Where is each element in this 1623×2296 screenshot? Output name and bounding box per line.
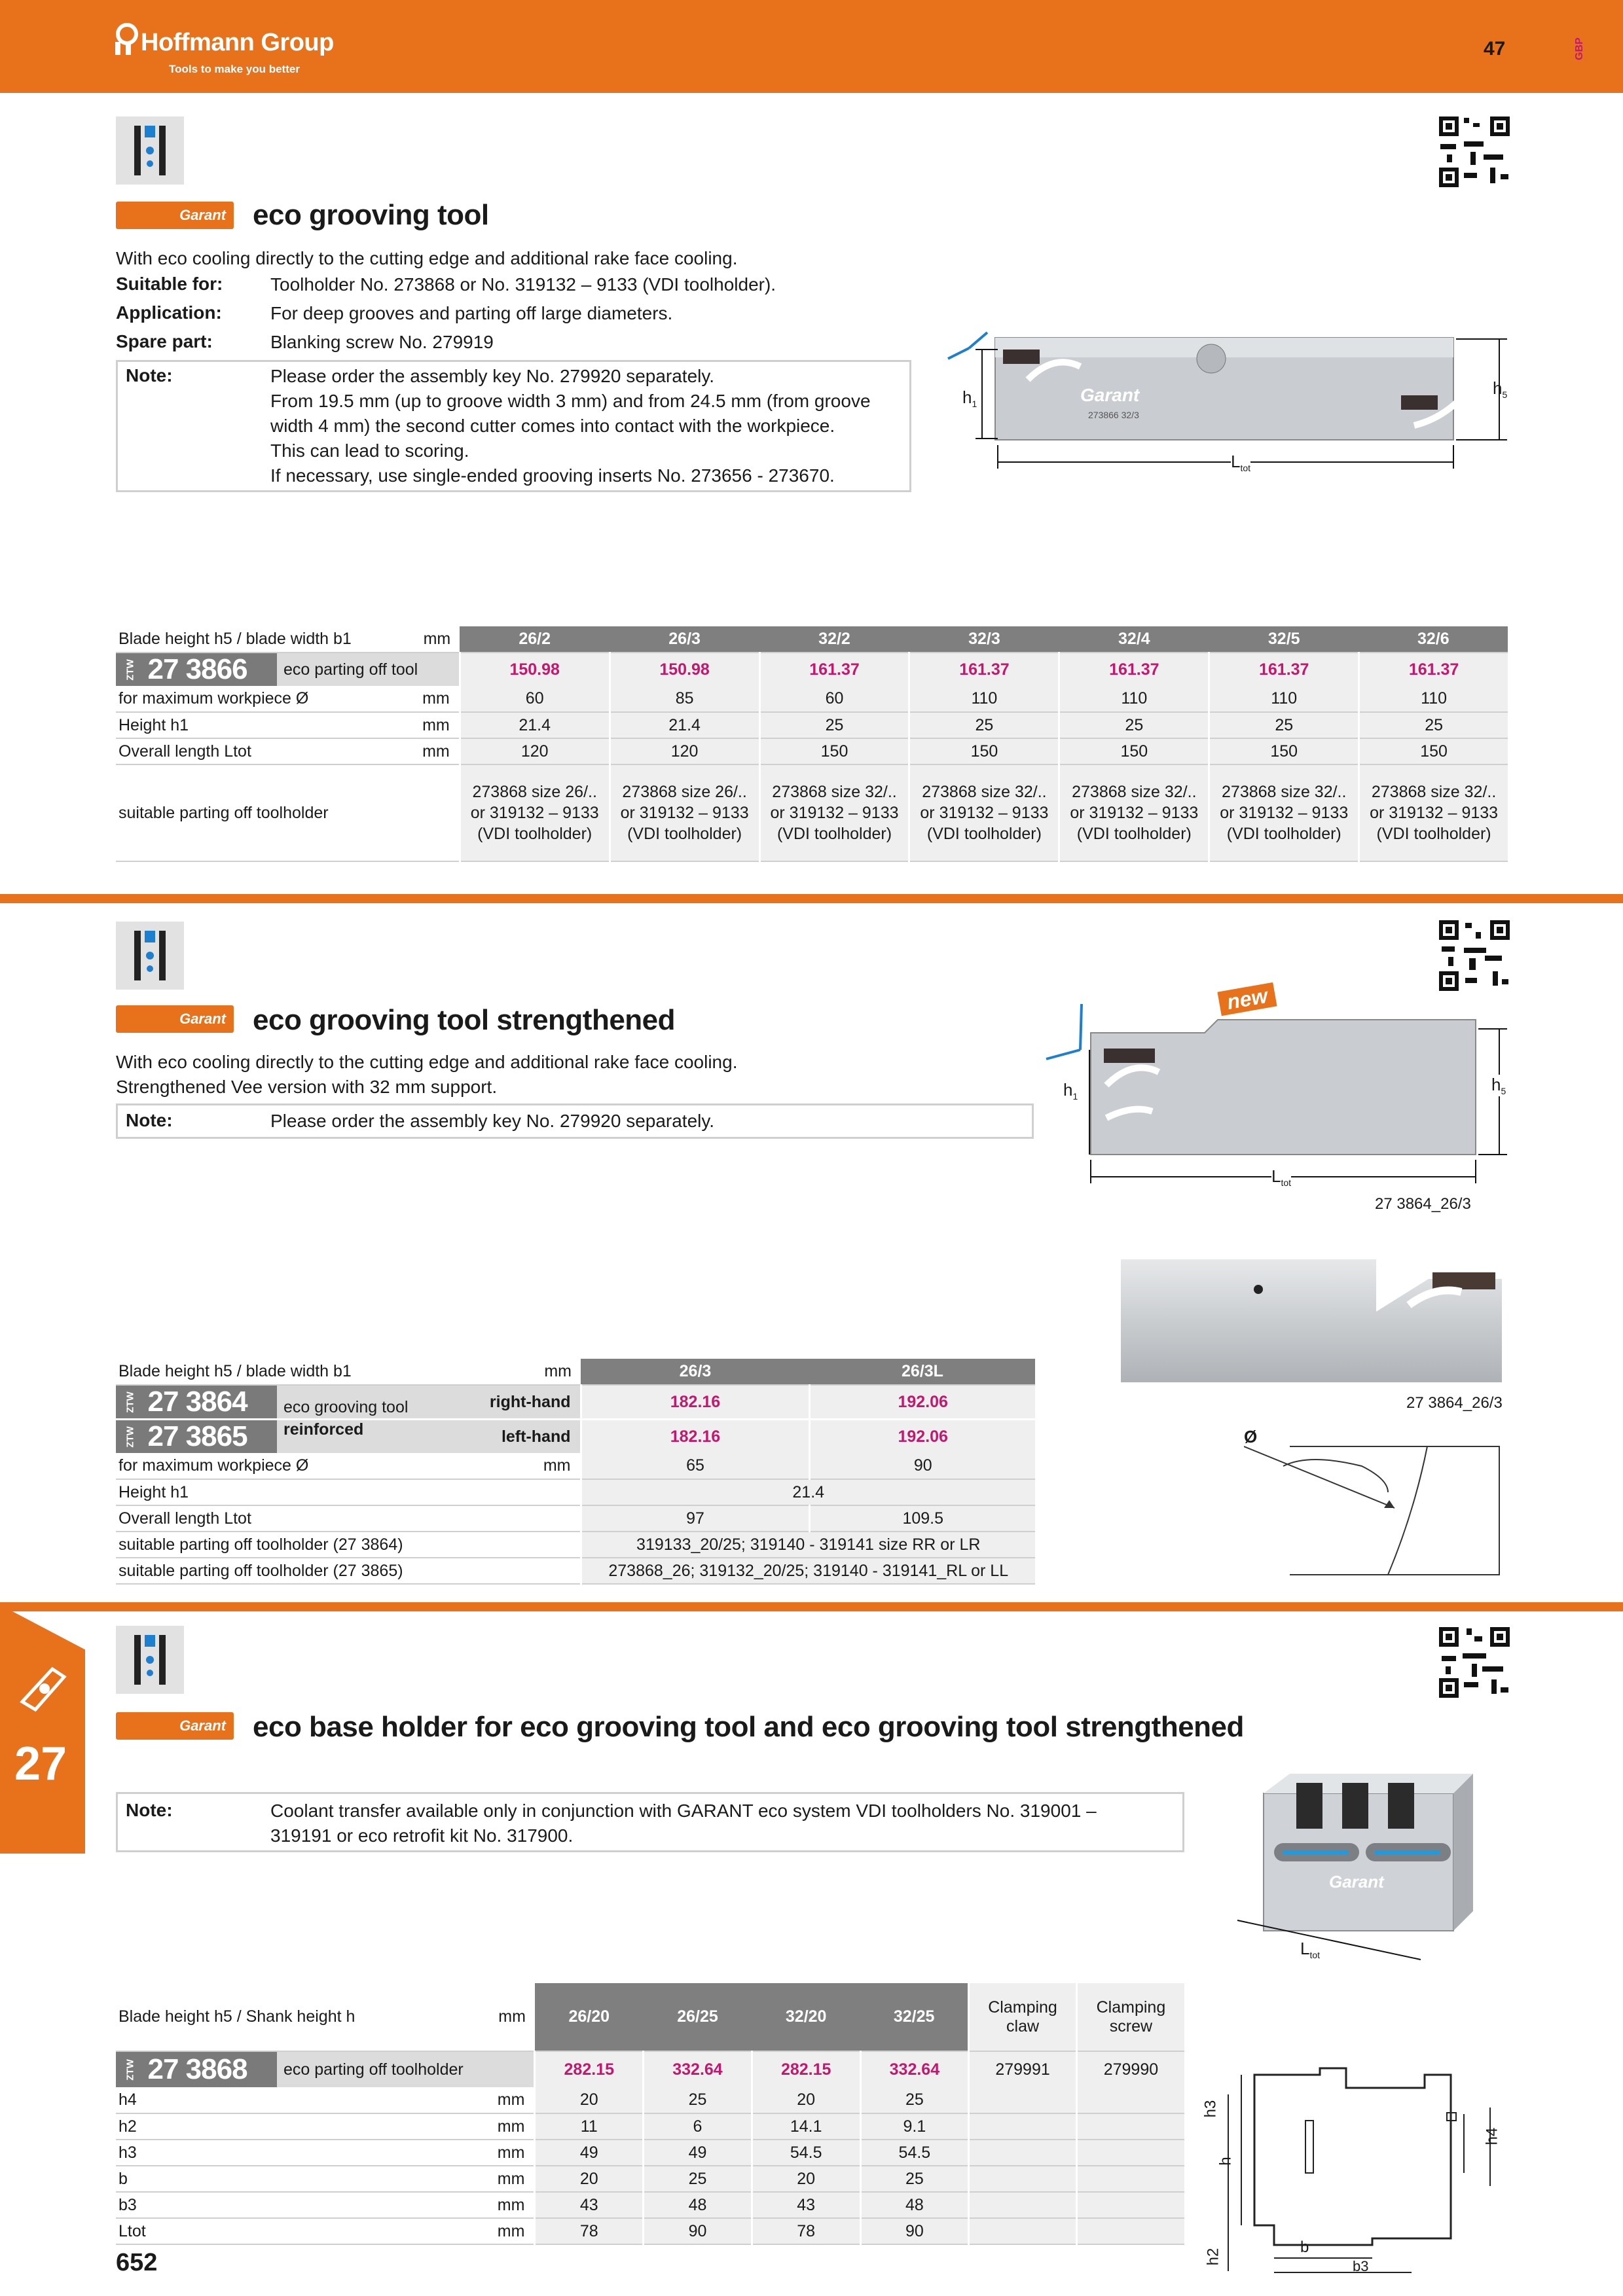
price: 161.37 — [1209, 653, 1359, 686]
table-cell: 60 — [460, 686, 610, 712]
section1-title: eco grooving tool — [253, 199, 489, 231]
article-cell — [116, 1420, 414, 1454]
grooving-blade-drawing — [943, 327, 1519, 484]
article-desc: eco parting off tool — [277, 653, 418, 686]
table-cell: 20 — [535, 2087, 644, 2113]
section2-intro: Strengthened Vee version with 32 mm support. — [116, 1077, 498, 1097]
table-cell: 120 — [460, 738, 610, 764]
table-cell: 21.4 — [610, 712, 759, 738]
table-cell: 25 — [644, 2166, 752, 2192]
page-number-top: 47 — [1484, 38, 1506, 60]
note-text: Please order the assembly key No. 279920 separately. — [270, 1111, 715, 1131]
price: 161.37 — [1359, 653, 1508, 686]
table-cell: 25 — [759, 712, 909, 738]
holder-cell: 273868 size 32/.. or 319132 – 9133 (VDI toolholder) — [909, 764, 1059, 861]
ztw-tag: ZTW — [124, 1426, 136, 1448]
table-cell: 150 — [1359, 738, 1508, 764]
note-label: Note: — [126, 365, 173, 386]
row-label: Overall length Ltot — [116, 1505, 414, 1532]
diameter-symbol: Ø — [1244, 1427, 1258, 1446]
table-head-label: Blade height h5 / blade width b1 — [116, 1359, 414, 1385]
table-cell: 14.1 — [752, 2113, 860, 2140]
section3-title: eco base holder for eco grooving tool and eco grooving tool strengthened — [253, 1711, 1244, 1743]
ztw-tag: ZTW — [124, 658, 136, 681]
ltot-label: $L_{tot}$ — [1231, 452, 1251, 474]
photo-caption: 27 3864_26/3 — [1406, 1394, 1503, 1412]
size-header: 32/25 — [860, 1983, 969, 2051]
qr-code-icon[interactable] — [1438, 1626, 1511, 1699]
holder-cell: 273868 size 32/.. or 319132 – 9133 (VDI toolholder) — [759, 764, 909, 861]
qr-code-icon[interactable] — [1438, 115, 1511, 188]
table-cell: 21.4 — [460, 712, 610, 738]
table-cell: 109.5 — [810, 1505, 1035, 1532]
size-header: 32/4 — [1059, 626, 1209, 653]
table-cell: 110 — [1059, 686, 1209, 712]
price: 192.06 — [810, 1420, 1035, 1454]
row-label: h4 — [116, 2087, 490, 2113]
page-number-bottom: 652 — [116, 2249, 158, 2276]
chapter-tab[interactable] — [0, 1605, 85, 1854]
table-cell: 150 — [909, 738, 1059, 764]
table-cell: 110 — [909, 686, 1059, 712]
blade-photo — [1121, 1259, 1502, 1382]
garant-badge: Garant — [116, 202, 234, 229]
price: 192.06 — [810, 1385, 1035, 1420]
section3-table: Blade height h5 / Shank height h mm 26/20 26/25 32/20 32/25 Clamping claw Clamping screw ZTW 27 3868 eco parting off toolholder 282.15 332.64 282.15 332.64 279991 279990 h4 mm 20 25 20 25 h2 mm 11 6 14.1 9.1 h3 mm 49 49 54.5 54.5 b mm 20 25 20 25 b3 mm 43 48 43 48 Ltot mm 78 90 78 90 — [116, 1983, 1184, 2245]
table-cell: 273868_26; 319132_20/25; 319140 - 319141_RL or LL — [581, 1558, 1035, 1584]
technical-drawing-illustration — [1202, 2029, 1510, 2278]
table-cell: 21.4 — [581, 1479, 1035, 1505]
article-desc: reinforced — [283, 1420, 364, 1439]
table-cell: 110 — [1209, 686, 1359, 712]
ltot-label: $L_{tot}$ — [1271, 1166, 1292, 1189]
table-cell: 54.5 — [860, 2140, 969, 2166]
note-line: Please order the assembly key No. 279920 separately. — [270, 366, 715, 386]
price: 332.64 — [644, 2051, 752, 2087]
table-unit: mm — [414, 1359, 581, 1385]
size-header: 26/3 — [610, 626, 759, 653]
holder-cell: 273868 size 26/.. or 319132 – 9133 (VDI toolholder) — [460, 764, 610, 861]
row-label: suitable parting off toolholder (27 3864) — [116, 1532, 414, 1558]
table-unit: mm — [490, 1983, 535, 2051]
table-cell: 60 — [759, 686, 909, 712]
note-line: If necessary, use single-ended grooving inserts No. 273656 - 273670. — [270, 465, 835, 486]
section1-table: Blade height h5 / blade width b1 mm 26/2 26/3 32/2 32/3 32/4 32/5 32/6 ZTW 27 3866 eco parting off tool 150.98 150.98 161.37 161.37 161.37 161.37 161.37 for maximum workpiece Ø mm 60 85 60 110 110 110 110 Height h1 mm 21.4 21.4 25 25 25 25 25 Overall length Ltot mm 120 120 150 150 150 150 150 suitable parting off toolholder 273868 size 26/.. or 319132 – 9133 (VDI toolholder) 273868 size 26/.. or 319132 – 9133 (VDI toolholder) 273868 size 32/.. or 319132 – 9133 (VDI toolholder) 273868 size 32/.. or 319132 – 9133 (VDI toolholder) 273868 size 32/.. or 319132 – 9133 (VDI toolholder) 273868 size 32/.. or 319132 – 9133 (VDI toolholder) 273868 size 32/.. or 319132 – 9133 (VDI toolholder) — [116, 626, 1508, 862]
b3-label: b3 — [1353, 2258, 1369, 2274]
chapter-number: 27 — [14, 1738, 67, 1790]
table-cell: 97 — [581, 1505, 810, 1532]
garant-badge: Garant — [116, 1712, 234, 1740]
size-header: 32/5 — [1209, 626, 1359, 653]
note-line: 319191 or eco retrofit kit No. 317900. — [270, 1825, 574, 1846]
price: 282.15 — [535, 2051, 644, 2087]
section2-table: Blade height h5 / blade width b1 mm 26/3 26/3L ZTW 27 3864 eco grooving tool right-hand 182.16 192.06 ZTW 27 3865 reinforced left-hand 182.16 192.06 for maximum workpiece Ø mm 65 90 Height h1 21.4 Overall length Ltot 97 109.5 suitable parting off toolholder (27 3864) 319133_20/25; 319140 - 319141 size RR or LR suitable parting off toolholder (27 3865) 273868_26; 319132_20/25; 319140 - 319141_RL or LL — [116, 1359, 1035, 1585]
price: 282.15 — [752, 2051, 860, 2087]
section2-intro: With eco cooling directly to the cutting edge and additional rake face cooling. — [116, 1052, 738, 1072]
row-label: b3 — [116, 2192, 490, 2218]
drawing-caption: 27 3864_26/3 — [1375, 1195, 1471, 1213]
size-header: 26/3 — [581, 1359, 810, 1385]
note-line: This can lead to scoring. — [270, 440, 469, 461]
spec-value: Blanking screw No. 279919 — [270, 332, 494, 352]
article-cell — [116, 653, 418, 686]
price: 182.16 — [581, 1420, 810, 1454]
spec-value: Toolholder No. 273868 or No. 319132 – 9133 (VDI toolholder). — [270, 274, 776, 295]
table-cell: 20 — [752, 2087, 860, 2113]
size-header: 32/6 — [1359, 626, 1508, 653]
brand-name: Hoffmann Group — [141, 29, 334, 56]
brand-tagline: Tools to make you better — [169, 63, 300, 75]
note-label: Note: — [126, 1110, 173, 1130]
row-label: h3 — [116, 2140, 490, 2166]
row-label: b — [116, 2166, 490, 2192]
new-badge: new — [1217, 982, 1277, 1016]
table-cell: 20 — [535, 2166, 644, 2192]
row-label: h2 — [116, 2113, 490, 2140]
blade-photo-illustration — [1121, 1259, 1502, 1382]
table-cell: 90 — [644, 2218, 752, 2244]
price: 150.98 — [460, 653, 610, 686]
table-cell: 90 — [860, 2218, 969, 2244]
size-header: 26/2 — [460, 626, 610, 653]
row-label: suitable parting off toolholder (27 3865) — [116, 1558, 414, 1584]
row-label: Ltot — [116, 2218, 490, 2244]
note-label: Note: — [126, 1800, 173, 1820]
table-cell: 54.5 — [752, 2140, 860, 2166]
blade-brand-text: Garant — [1080, 385, 1140, 405]
table-cell: 110 — [1359, 686, 1508, 712]
ltot-label: $L_{tot}$ — [1300, 1939, 1321, 1961]
table-cell: 150 — [1059, 738, 1209, 764]
holder-cell: 273868 size 32/.. or 319132 – 9133 (VDI toolholder) — [1209, 764, 1359, 861]
table-cell: 49 — [535, 2140, 644, 2166]
table-cell: 11 — [535, 2113, 644, 2140]
size-header: 26/20 — [535, 1983, 644, 2051]
size-header: 26/3L — [810, 1359, 1035, 1385]
extra-header: Clamping screw — [1076, 1983, 1184, 2051]
h3-label: h3 — [1201, 2100, 1220, 2118]
base-holder-illustration — [1211, 1767, 1512, 1964]
price: 182.16 — [581, 1385, 810, 1420]
row-label: Height h1 — [116, 712, 418, 738]
h5-label: $h_5$ — [1491, 1075, 1506, 1097]
h1-label: $h_1$ — [962, 387, 977, 410]
table-cell: 43 — [535, 2192, 644, 2218]
h5-label: $h_5$ — [1493, 378, 1508, 401]
table-cell: 25 — [1059, 712, 1209, 738]
price: 161.37 — [759, 653, 909, 686]
holder-cell: 273868 size 26/.. or 319132 – 9133 (VDI toolholder) — [610, 764, 759, 861]
table-cell: 25 — [860, 2166, 969, 2192]
table-cell: 48 — [644, 2192, 752, 2218]
row-label: for maximum workpiece Ø — [116, 686, 418, 712]
garant-badge: Garant — [116, 1005, 234, 1033]
coolant-icon — [116, 117, 184, 185]
holder-cell: 273868 size 32/.. or 319132 – 9133 (VDI toolholder) — [1059, 764, 1209, 861]
hand-label: left-hand — [414, 1420, 581, 1454]
coolant-icon — [116, 1626, 184, 1694]
table-cell: 120 — [610, 738, 759, 764]
table-cell: 78 — [752, 2218, 860, 2244]
spec-value: For deep grooves and parting off large diameters. — [270, 303, 673, 323]
section2-title: eco grooving tool strengthened — [253, 1004, 676, 1036]
spec-label: Application: — [116, 302, 222, 323]
table-unit: mm — [418, 626, 460, 653]
section-separator — [0, 1602, 1623, 1611]
table-cell: 43 — [752, 2192, 860, 2218]
table-head-label: Blade height h5 / blade width b1 — [116, 626, 418, 653]
table-head-label: Blade height h5 / Shank height h — [116, 1983, 490, 2051]
article-number: 27 3864 — [147, 1386, 247, 1418]
table-cell: 25 — [644, 2087, 752, 2113]
size-header: 32/2 — [759, 626, 909, 653]
section1-intro: With eco cooling directly to the cutting edge and additional rake face cooling. — [116, 248, 738, 268]
row-label: Overall length Ltot — [116, 738, 418, 764]
b-label: b — [1300, 2238, 1309, 2256]
table-cell: 279990 — [1076, 2051, 1184, 2087]
workpiece-illustration — [1244, 1427, 1506, 1577]
table-cell: 9.1 — [860, 2113, 969, 2140]
base-holder-photo — [1211, 1767, 1512, 1964]
ztw-tag: ZTW — [124, 1391, 136, 1413]
table-cell: 150 — [1209, 738, 1359, 764]
article-number: 27 3868 — [147, 2053, 247, 2085]
price: 150.98 — [610, 653, 759, 686]
base-holder-technical-drawing — [1202, 2029, 1510, 2278]
workpiece-diagram — [1244, 1427, 1506, 1577]
h2-label: h2 — [1204, 2248, 1222, 2266]
table-cell: 20 — [752, 2166, 860, 2192]
price: 161.37 — [909, 653, 1059, 686]
article-desc: eco grooving tool — [283, 1398, 409, 1416]
note-line: Coolant transfer available only in conjunction with GARANT eco system VDI toolholders No. 319001 – — [270, 1801, 1097, 1821]
holder-cell: 273868 size 32/.. or 319132 – 9133 (VDI toolholder) — [1359, 764, 1508, 861]
language-code: GBP — [1574, 37, 1585, 60]
insert-icon — [13, 1662, 72, 1715]
row-label: suitable parting off toolholder — [116, 764, 418, 861]
table-cell: 90 — [810, 1453, 1035, 1479]
holder-brand-text: Garant — [1329, 1872, 1384, 1892]
table-cell: 25 — [1359, 712, 1508, 738]
coolant-icon — [116, 922, 184, 990]
table-cell: 49 — [644, 2140, 752, 2166]
size-header: 32/20 — [752, 1983, 860, 2051]
spec-label: Spare part: — [116, 331, 213, 351]
h1-label: $h_1$ — [1063, 1080, 1078, 1102]
table-cell: 25 — [909, 712, 1059, 738]
hand-label: right-hand — [414, 1385, 581, 1420]
size-header: 26/25 — [644, 1983, 752, 2051]
size-header: 32/3 — [909, 626, 1059, 653]
row-label: Height h1 — [116, 1479, 414, 1505]
price: 332.64 — [860, 2051, 969, 2087]
row-label: for maximum workpiece Ø — [116, 1453, 414, 1479]
price: 161.37 — [1059, 653, 1209, 686]
article-cell — [116, 1385, 414, 1420]
table-cell: 78 — [535, 2218, 644, 2244]
extra-header: Clamping claw — [969, 1983, 1077, 2051]
note-line: width 4 mm) the second cutter comes into contact with the workpiece. — [270, 416, 835, 436]
article-desc: eco parting off toolholder — [277, 2052, 490, 2087]
table-cell: 65 — [581, 1453, 810, 1479]
table-cell: 25 — [1209, 712, 1359, 738]
table-cell: 319133_20/25; 319140 - 319141 size RR or LR — [581, 1532, 1035, 1558]
h-label: h — [1216, 2157, 1235, 2166]
article-cell — [116, 2051, 490, 2087]
article-number: 27 3866 — [147, 653, 247, 685]
blade-code-text: 273866 32/3 — [1088, 410, 1139, 420]
qr-code-icon[interactable] — [1438, 919, 1511, 992]
h4-label: h4 — [1483, 2127, 1501, 2145]
article-number: 27 3865 — [147, 1420, 247, 1452]
hoffmann-logo-icon — [113, 22, 141, 56]
note-line: From 19.5 mm (up to groove width 3 mm) and from 24.5 mm (from groove — [270, 391, 871, 411]
section-separator — [0, 894, 1623, 903]
table-cell: 48 — [860, 2192, 969, 2218]
table-cell: 6 — [644, 2113, 752, 2140]
table-cell: 150 — [759, 738, 909, 764]
ztw-tag: ZTW — [124, 2058, 136, 2081]
spec-label: Suitable for: — [116, 274, 223, 294]
strengthened-blade-drawing — [1041, 983, 1525, 1203]
table-cell: 25 — [860, 2087, 969, 2113]
table-cell: 85 — [610, 686, 759, 712]
table-cell: 279991 — [969, 2051, 1077, 2087]
